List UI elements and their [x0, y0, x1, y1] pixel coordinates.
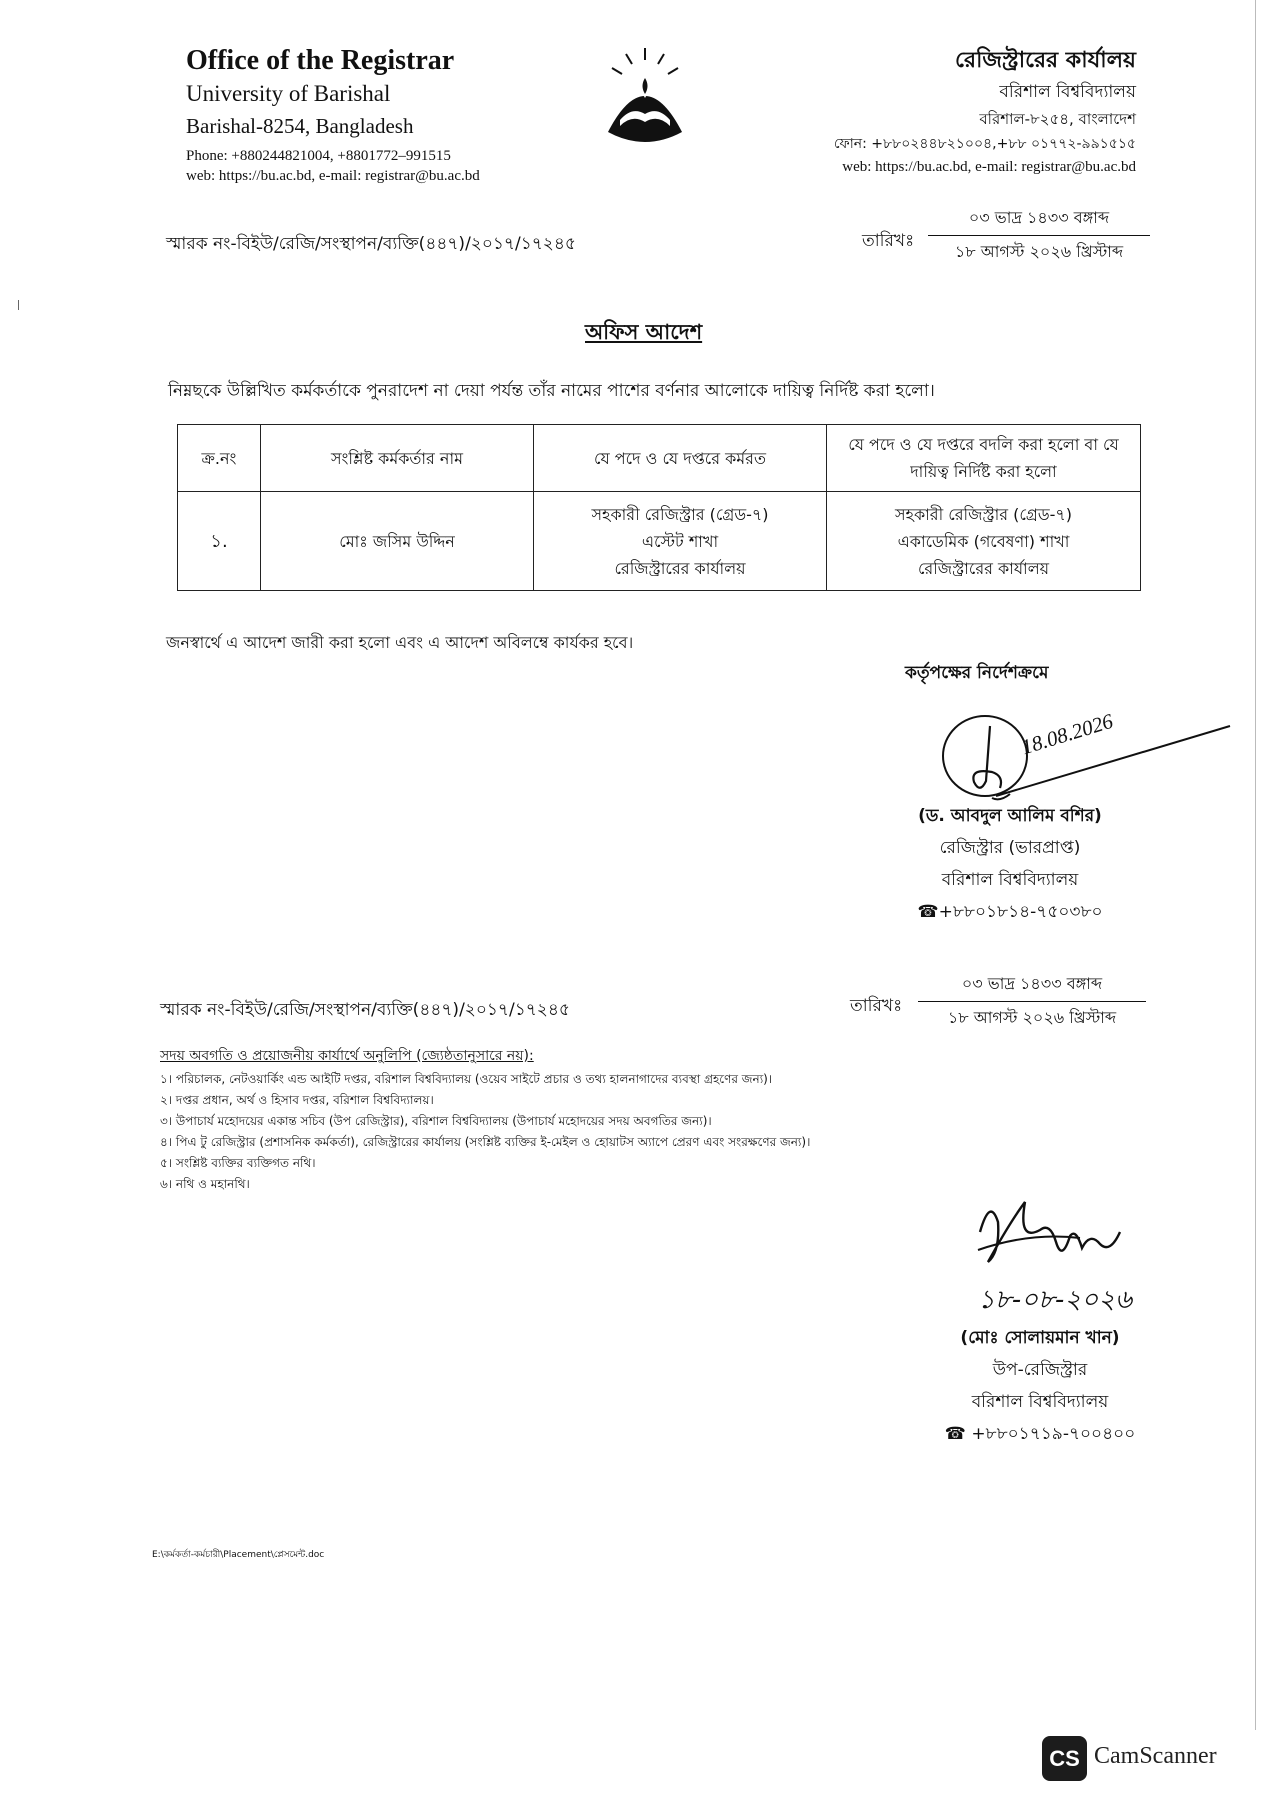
- date-label-2: তারিখঃ: [850, 996, 903, 1016]
- new-office: রেজিস্ট্রারের কার্যালয়: [917, 558, 1050, 578]
- list-item: ৬। নথি ও মহানথি।: [160, 1177, 250, 1191]
- new-section: একাডেমিক (গবেষণা) শাখা: [897, 531, 1070, 551]
- registrar-signature-block: [880, 800, 1140, 928]
- copy-distribution-list: [160, 1046, 1140, 1195]
- address-en: Barishal-8254, Bangladesh: [186, 114, 414, 138]
- memo-date: [928, 205, 1150, 266]
- registrar-name: (ড. আবদুল আলিম বশির): [918, 806, 1102, 826]
- current-section: এস্টেট শাখা: [641, 531, 719, 551]
- current-office: রেজিস্ট্রারের কার্যালয়: [614, 558, 746, 578]
- telephone-icon: ☎: [917, 902, 939, 922]
- letterhead-english: [186, 44, 606, 186]
- list-item: ২। দপ্তর প্রধান, অর্থ ও হিসাব দপ্তর, বরিশাল বিশ্ববিদ্যালয়।: [160, 1093, 434, 1107]
- registrar-designation: রেজিস্ট্রার (ভারপ্রাপ্ত): [939, 838, 1081, 858]
- office-name-bn: রেজিস্ট্রারের কার্যালয়: [955, 48, 1136, 73]
- phone-en: Phone: +880244821004, +8801772–991515: [186, 148, 451, 164]
- letterhead-bangla: [676, 44, 1136, 178]
- registrar-phone-line: [880, 896, 1140, 928]
- date-gregorian-2: ১৮ আগস্ট ২০২৬ খ্রিস্টাব্দ: [947, 1008, 1117, 1027]
- deputy-registrar-phone-line: [910, 1418, 1170, 1450]
- memo-date-2: [918, 971, 1146, 1032]
- row-serial: ১.: [178, 492, 261, 591]
- memo-reference: স্মারক নং-বিইউ/রেজি/সংস্থাপন/ব্যক্তি(৪৪৭)/২০১৭/১৭২৪৫: [166, 234, 576, 254]
- telephone-icon: ☎: [944, 1424, 966, 1444]
- deputy-registrar-phone: +৮৮০১৭১৯-৭০০৪০০: [971, 1424, 1136, 1444]
- date-bangla-calendar-2: ০৩ ভাদ্র ১৪৩৩ বঙ্গাব্দ: [918, 971, 1146, 1002]
- list-item: ৫। সংশ্লিষ্ট ব্যক্তির ব্যক্তিগত নথি।: [160, 1156, 316, 1170]
- assignment-table: [177, 424, 1141, 591]
- web-email-en: web: https://bu.ac.bd, e-mail: registrar@bu.ac.bd: [186, 168, 480, 184]
- row-current-post: [534, 492, 827, 591]
- office-name-en: Office of the Registrar: [186, 45, 455, 76]
- deputy-registrar-designation: উপ-রেজিস্ট্রার: [992, 1360, 1088, 1380]
- table-header-row: [178, 425, 1141, 492]
- public-interest-note: জনস্বার্থে এ আদেশ জারী করা হলো এবং এ আদেশ অবিলম্বে কার্যকর হবে।: [166, 633, 634, 652]
- camscanner-watermark: CamScanner: [1094, 1743, 1217, 1769]
- date-bangla-calendar: ০৩ ভাদ্র ১৪৩৩ বঙ্গাব্দ: [928, 205, 1150, 236]
- deputy-registrar-name: (মোঃ সোলায়মান খান): [960, 1328, 1120, 1348]
- date-label: তারিখঃ: [862, 231, 915, 251]
- cc-title: সদয় অবগতি ও প্রয়োজনীয় কার্যার্থে অনুলিপি (জ্যেষ্ঠতানুসারে নয়):: [160, 1048, 534, 1064]
- registrar-institution: বরিশাল বিশ্ববিদ্যালয়: [941, 870, 1079, 890]
- university-name-bn: বরিশাল বিশ্ববিদ্যালয়: [999, 82, 1136, 102]
- header-officer-name: সংশ্লিষ্ট কর্মকর্তার নাম: [261, 425, 534, 492]
- row-officer-name: মোঃ জসিম উদ্দিন: [261, 492, 534, 591]
- deputy-registrar-handwritten-date: ১৮-০৮-২০২৬: [978, 1285, 1132, 1315]
- registrar-phone: +৮৮০১৮১৪-৭৫০৩৮০: [938, 902, 1103, 922]
- address-bn: বরিশাল-৮২৫৪, বাংলাদেশ: [979, 110, 1136, 128]
- list-item: ১। পরিচালক, নেটওয়ার্কিং এন্ড আইটি দপ্তর, বরিশাল বিশ্ববিদ্যালয় (ওয়েব সাইটে প্রচার ও তথ্য হালনাগাদের ব্যবস্থা গ্রহণের জন্য)।: [160, 1072, 773, 1086]
- row-new-post: [827, 492, 1141, 591]
- header-current-post: যে পদে ও যে দপ্তরে কর্মরত: [534, 425, 827, 492]
- list-item: ৪। পিএ টু রেজিস্ট্রার (প্রশাসনিক কর্মকর্তা), রেজিস্ট্রারের কার্যালয় (সংশ্লিষ্ট ব্যক্তির ই-মেইল ও হোয়াটস অ্যাপে প্রেরণ এবং সংরক্ষণের জন্য)।: [160, 1135, 811, 1149]
- by-order-of-authority: কর্তৃপক্ষের নির্দেশক্রমে: [905, 663, 1049, 683]
- phone-bn: ফোন: +৮৮০২৪৪৮২১০০৪,+৮৮ ০১৭৭২-৯৯১৫১৫: [833, 136, 1136, 152]
- date-gregorian: ১৮ আগস্ট ২০২৬ খ্রিস্টাব্দ: [954, 242, 1124, 261]
- memo-reference-2: স্মারক নং-বিইউ/রেজি/সংস্থাপন/ব্যক্তি(৪৪৭)/২০১৭/১৭২৪৫: [160, 1000, 570, 1020]
- deputy-registrar-signature-block: [910, 1322, 1170, 1450]
- file-path: E:\কর্মকর্তা-কর্মচারী\Placement\প্লেসমেন্ট.doc: [152, 1550, 325, 1560]
- new-designation: সহকারী রেজিস্ট্রার (গ্রেড-৭): [894, 504, 1073, 524]
- current-designation: সহকারী রেজিস্ট্রার (গ্রেড-৭): [591, 504, 769, 524]
- order-title: অফিস আদেশ: [585, 320, 703, 344]
- deputy-registrar-institution: বরিশাল বিশ্ববিদ্যালয়: [971, 1392, 1109, 1412]
- order-intro: নিম্নছকে উল্লিখিত কর্মকর্তাকে পুনরাদেশ না দেয়া পর্যন্ত তাঁর নামের পাশের বর্ণনার আলোকে দায়িত্ব নির্দিষ্ট করা হলো।: [168, 381, 935, 401]
- registrar-handwritten-date: 18.08.2026: [1018, 708, 1116, 760]
- camscanner-logo-icon: CS: [1042, 1736, 1087, 1781]
- university-name-en: University of Barishal: [186, 81, 391, 106]
- header-serial: ক্র.নং: [178, 425, 261, 492]
- list-item: ৩। উপাচার্য মহোদয়ের একান্ত সচিব (উপ রেজিস্ট্রার), বরিশাল বিশ্ববিদ্যালয় (উপাচার্য মহোদয়ের সদয় অবগতির জন্য)।: [160, 1114, 712, 1128]
- deputy-registrar-signature-icon: [970, 1192, 1180, 1274]
- web-email-bn: web: https://bu.ac.bd, e-mail: registrar@bu.ac.bd: [842, 159, 1136, 175]
- table-row: [178, 492, 1141, 591]
- header-new-post: যে পদে ও যে দপ্তরে বদলি করা হলো বা যে দায়িত্ব নির্দিষ্ট করা হলো: [827, 425, 1141, 492]
